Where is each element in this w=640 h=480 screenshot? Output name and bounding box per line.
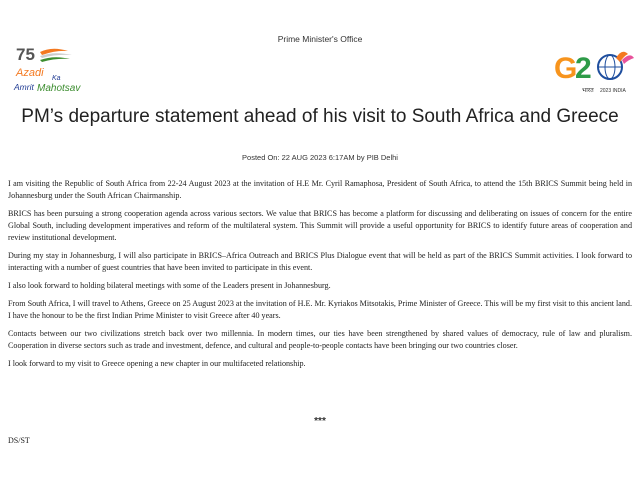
azadi-ka-amrit-mahotsav-logo [10,44,100,96]
g20-number-2: 2 [575,52,592,85]
g20-hindi-caption: भारत [582,87,594,94]
flag-green-stroke [40,57,70,62]
separator: *** [314,416,326,427]
g20-caption: 2023 INDIA [600,88,626,94]
logo-ka-text: Ka [52,75,61,82]
paragraph: BRICS has been pursuing a strong cooperation agenda across various sectors. We value that BRICS has become a platform for discussing and deliberating on issues of concern for the entire Global South, including development imperatives and reform of the multilateral system. This Summit will provide a useful opportunity for BRICS to identify future areas of cooperation and review institutional development. [8,209,632,242]
signoff: DS/ST [8,436,30,445]
statement-body [8,178,632,376]
g20-logo [548,44,638,100]
paragraph: During my stay in Johannesburg, I will also participate in BRICS–Africa Outreach and BRICS Plus Dialogue event that will be held as part of the BRICS Summit activities. I look forward to interacting with a number of guest countries that have been invited to participate in this event. [8,251,632,272]
logo-azadi-text: Azadi [16,67,44,79]
logo-mahotsav-text: Mahotsav [37,83,81,94]
logo-number: 75 [16,45,35,64]
posted-on: Posted On: 22 AUG 2023 6:17AM by PIB Delhi [242,153,398,162]
g20-letter-g: G [554,52,578,85]
paragraph: I look forward to my visit to Greece opening a new chapter in our multifaceted relationship. [8,359,306,368]
logo-amrit-text: Amrit [14,82,34,92]
paragraph: Contacts between our two civilizations stretch back over two millennia. In modern times, our ties have been strengthened by shared values of democracy, rule of law and pluralism. Cooperation in diverse sectors such as trade and investment, defence, and cultural and people-to-people contacts have been bringing our two countries closer. [8,329,632,350]
page-title: PM’s departure statement ahead of his visit to South Africa and Greece [21,106,619,127]
office-name: Prime Minister's Office [277,34,363,44]
paragraph: I also look forward to holding bilateral meetings with some of the Leaders present in Johannesburg. [8,281,331,290]
paragraph: I am visiting the Republic of South Africa from 22-24 August 2023 at the invitation of H.E Mr. Cyril Ramaphosa, President of South Africa, to attend the 15th BRICS Summit being held in Johannesburg under the South African Chairmanship. [8,179,632,200]
paragraph: From South Africa, I will travel to Athens, Greece on 25 August 2023 at the invitation of H.E. Mr. Kyriakos Mitsotakis, Prime Minister of Greece. This will be my first visit to this ancient land. I have the honour to be the first Indian Prime Minister to visit Greece after 40 years. [8,299,632,320]
